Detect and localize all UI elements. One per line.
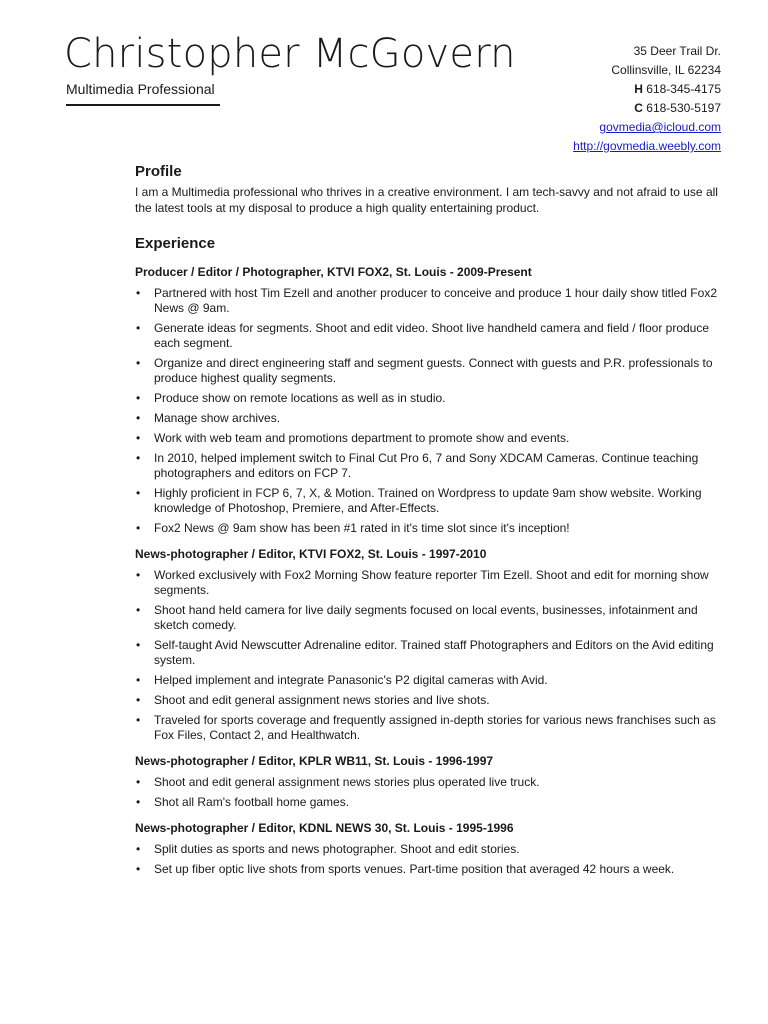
job-bullet-list [135, 842, 725, 877]
bullet-text: Manage show archives. [154, 411, 281, 425]
bullet-text: Work with web team and promotions department to promote show and events. [154, 431, 570, 445]
bullet-icon: • [136, 603, 141, 617]
list-item [135, 603, 725, 633]
bullet-icon: • [136, 321, 141, 335]
bullet-text: Highly proficient in FCP 6, 7, X, & Motion. Trained on Wordpress to update 9am show website. Working knowledge of Photoshop, Premiere, and After-Effects. [154, 486, 702, 515]
bullet-text: Split duties as sports and news photographer. Shoot and edit stories. [154, 842, 520, 856]
bullet-icon: • [136, 862, 141, 876]
candidate-name: Christopher McGovern [64, 31, 516, 77]
list-item [135, 842, 725, 857]
list-item [135, 673, 725, 688]
list-item [135, 775, 725, 790]
home-phone-label: H [634, 82, 643, 96]
job-title: News-photographer / Editor, KTVI FOX2, St. Louis - 1997-2010 [135, 547, 487, 561]
contact-city: Collinsville, IL 62234 [611, 63, 721, 77]
list-item [135, 486, 725, 516]
list-item [135, 713, 725, 743]
bullet-icon: • [136, 521, 141, 535]
list-item [135, 286, 725, 316]
bullet-text: Shoot and edit general assignment news stories and live shots. [154, 693, 490, 707]
profile-text: I am a Multimedia professional who thrives in a creative environment. I am tech-savvy and not afraid to use all the latest tools at my disposal to produce a high quality entertaining product. [135, 185, 718, 215]
bullet-text: Traveled for sports coverage and frequently assigned in-depth stories for various news franchises such as Fox Files, Contact 2, and Healthwatch. [154, 713, 716, 742]
job-title: Producer / Editor / Photographer, KTVI FOX2, St. Louis - 2009-Present [135, 265, 532, 279]
experience-heading: Experience [135, 235, 216, 252]
job-bullet-list [135, 568, 725, 743]
bullet-icon: • [136, 391, 141, 405]
list-item [135, 568, 725, 598]
bullet-text: Self-taught Avid Newscutter Adrenaline editor. Trained staff Photographers and Editors on the Avid editing system. [154, 638, 714, 667]
bullet-text: Fox2 News @ 9am show has been #1 rated in it's time slot since it's inception! [154, 521, 570, 535]
cell-phone: 618-530-5197 [646, 101, 721, 115]
candidate-subtitle: Multimedia Professional [66, 81, 215, 97]
job-bullet-list [135, 775, 725, 810]
bullet-icon: • [136, 775, 141, 789]
resume-content [135, 162, 725, 882]
contact-cell-phone-row [573, 99, 721, 118]
bullet-icon: • [136, 286, 141, 300]
bullet-icon: • [136, 451, 141, 465]
contact-home-phone-row [573, 80, 721, 99]
job-bullet-list [135, 286, 725, 536]
list-item [135, 321, 725, 351]
bullet-icon: • [136, 486, 141, 500]
bullet-text: Partnered with host Tim Ezell and another producer to conceive and produce 1 hour daily show titled Fox2 News @ 9am. [154, 286, 717, 315]
bullet-text: Shot all Ram's football home games. [154, 795, 350, 809]
bullet-text: Shoot and edit general assignment news stories plus operated live truck. [154, 775, 540, 789]
list-item [135, 391, 725, 406]
bullet-icon: • [136, 411, 141, 425]
list-item [135, 411, 725, 426]
header-rule [66, 104, 220, 106]
bullet-text: Set up fiber optic live shots from sports venues. Part-time position that averaged 42 hours a week. [154, 862, 675, 876]
cell-phone-label: C [634, 101, 643, 115]
bullet-text: Generate ideas for segments. Shoot and edit video. Shoot live handheld camera and field / floor produce each segment. [154, 321, 710, 350]
list-item [135, 451, 725, 481]
bullet-text: Produce show on remote locations as well as in studio. [154, 391, 446, 405]
contact-street: 35 Deer Trail Dr. [633, 44, 721, 58]
bullet-text: In 2010, helped implement switch to Final Cut Pro 6, 7 and Sony XDCAM Cameras. Continue teaching photographers and editors on FCP 7. [154, 451, 699, 480]
home-phone: 618-345-4175 [646, 82, 721, 96]
bullet-icon: • [136, 842, 141, 856]
email-link[interactable]: govmedia@icloud.com [599, 120, 721, 134]
list-item [135, 795, 725, 810]
list-item [135, 521, 725, 536]
job-title: News-photographer / Editor, KPLR WB11, St. Louis - 1996-1997 [135, 754, 494, 768]
list-item [135, 356, 725, 386]
bullet-icon: • [136, 693, 141, 707]
bullet-text: Helped implement and integrate Panasonic's P2 digital cameras with Avid. [154, 673, 548, 687]
bullet-icon: • [136, 713, 141, 727]
bullet-icon: • [136, 356, 141, 370]
list-item [135, 693, 725, 708]
bullet-icon: • [136, 673, 141, 687]
bullet-icon: • [136, 568, 141, 582]
list-item [135, 431, 725, 446]
list-item [135, 862, 725, 877]
profile-heading: Profile [135, 163, 182, 180]
contact-block [573, 42, 721, 156]
bullet-text: Shoot hand held camera for live daily segments focused on local events, businesses, infotainment and sketch comedy. [154, 603, 698, 632]
website-link[interactable]: http://govmedia.weebly.com [573, 139, 721, 153]
bullet-text: Worked exclusively with Fox2 Morning Show feature reporter Tim Ezell. Shoot and edit for morning show segments. [154, 568, 709, 597]
bullet-icon: • [136, 795, 141, 809]
job-title: News-photographer / Editor, KDNL NEWS 30, St. Louis - 1995-1996 [135, 821, 514, 835]
list-item [135, 638, 725, 668]
bullet-icon: • [136, 638, 141, 652]
bullet-text: Organize and direct engineering staff and segment guests. Connect with guests and P.R. professionals to produce highest quality segments. [154, 356, 713, 385]
experience-list [135, 264, 725, 877]
bullet-icon: • [136, 431, 141, 445]
